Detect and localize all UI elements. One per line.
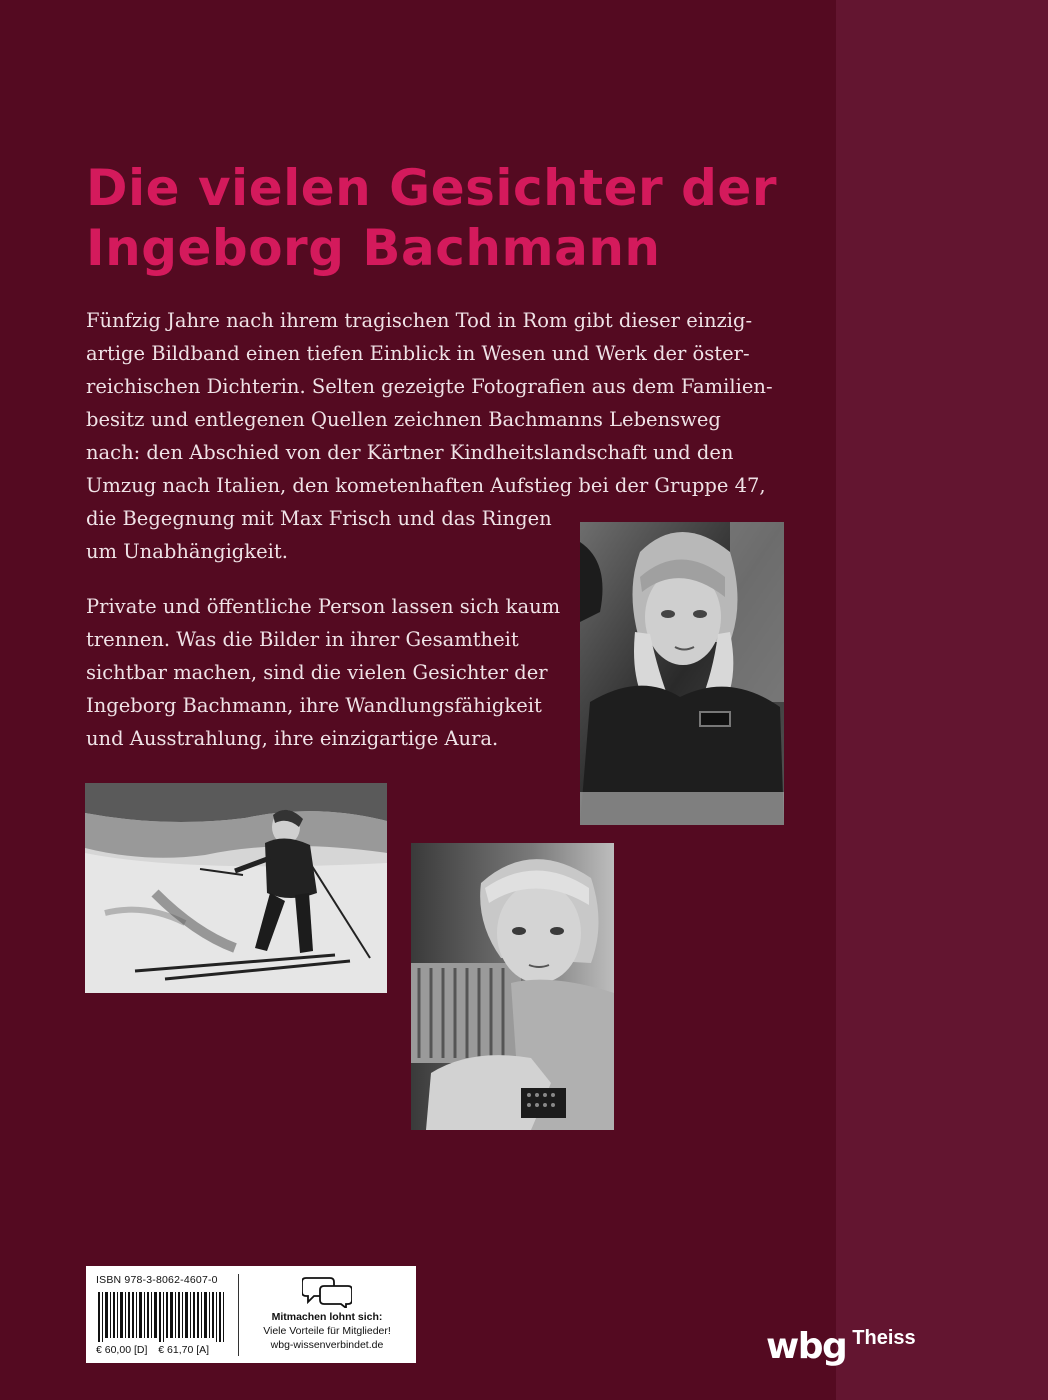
price-at: € 61,70 [A] (158, 1344, 210, 1356)
cover-title (86, 158, 826, 278)
title-line: Ingeborg Bachmann (86, 219, 661, 277)
text-line: trennen. Was die Bilder in ihrer Gesamtheit (86, 628, 519, 651)
price-line (96, 1344, 217, 1356)
barcode-box (86, 1266, 416, 1363)
side-strip (836, 0, 1048, 1400)
text-line: und Ausstrahlung, ihre einzigartige Aura. (86, 727, 499, 750)
text-line: Private und öffentliche Person lassen sich kaum (86, 595, 561, 618)
text-line: die Begegnung mit Max Frisch und das Ringen (86, 507, 552, 530)
text-line: artige Bildband einen tiefen Einblick in Wesen und Werk der öster- (86, 342, 750, 365)
text-line: reichischen Dichterin. Selten gezeigte Fotografien aus dem Familien- (86, 375, 773, 398)
membership-url: wbg-wissenverbindet.de (270, 1339, 384, 1351)
title-line: Die vielen Gesichter der (86, 159, 777, 217)
price-de: € 60,00 [D] (96, 1344, 148, 1356)
text-line: nach: den Abschied von der Kärtner Kindheitslandschaft und den (86, 441, 734, 464)
text-line: Umzug nach Italien, den kometenhaften Aufstieg bei der Gruppe 47, (86, 474, 766, 497)
text-line: Ingeborg Bachmann, ihre Wandlungsfähigkeit (86, 694, 542, 717)
text-line: besitz und entlegenen Quellen zeichnen Bachmanns Lebensweg (86, 408, 721, 431)
typewriter-photo (411, 843, 614, 1130)
membership-info (242, 1274, 412, 1352)
skiing-photo (85, 783, 387, 993)
portrait-photo (580, 522, 784, 825)
text-line: Fünfzig Jahre nach ihrem tragischen Tod in Rom gibt dieser einzig- (86, 309, 753, 332)
text-line: um Unabhängigkeit. (86, 540, 288, 563)
description-paragraph-2 (86, 590, 566, 755)
divider (238, 1274, 239, 1356)
membership-heading: Mitmachen lohnt sich: (271, 1311, 383, 1323)
text-line: sichtbar machen, sind die vielen Gesichter der (86, 661, 548, 684)
imprint-name: Theiss (852, 1327, 916, 1349)
membership-text: Viele Vorteile für Mitglieder! (263, 1325, 391, 1337)
speech-bubbles-icon (302, 1274, 352, 1308)
isbn-label: ISBN 978-3-8062-4607-0 (96, 1274, 218, 1286)
publisher-logo (766, 1326, 916, 1367)
wbg-logo: wbg (766, 1326, 847, 1367)
barcode-icon (98, 1292, 224, 1342)
